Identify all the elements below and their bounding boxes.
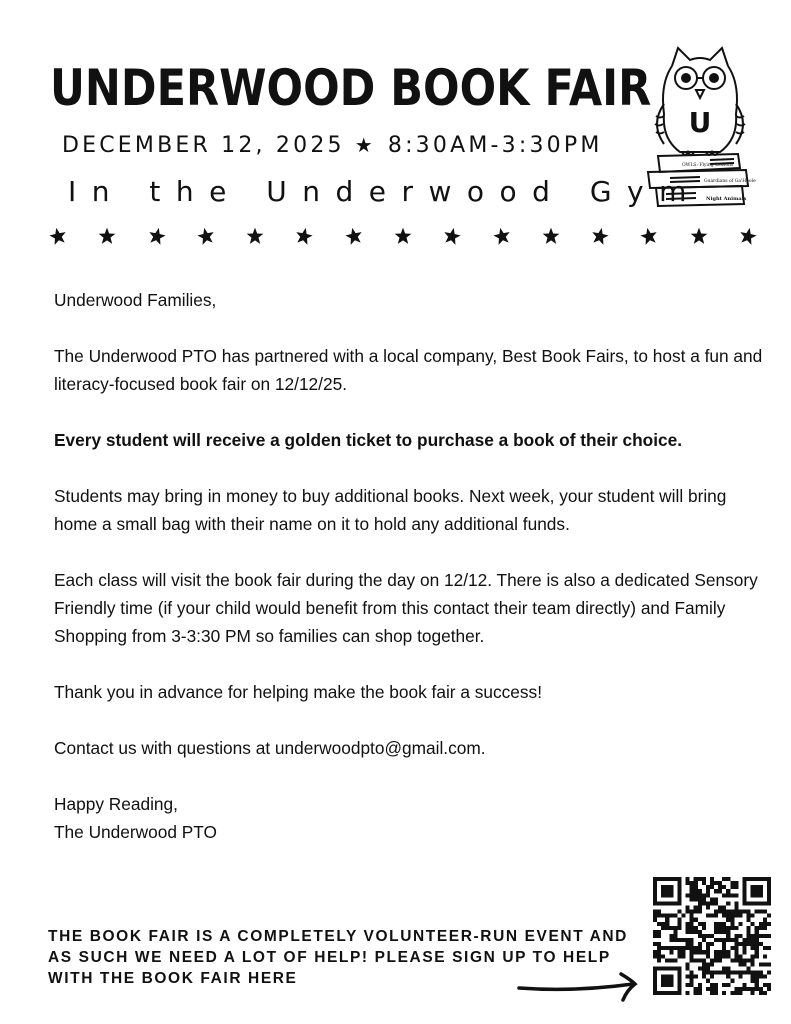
star-icon bbox=[541, 226, 561, 246]
paragraph-schedule: Each class will visit the book fair during the day on 12/12. There is also a dedicated Sensory Friendly time (if your child would benefit from this contact their team directly) and Family Shopping from 3-3:30 PM so families can shop together. bbox=[54, 570, 758, 646]
star-icon: ★ bbox=[354, 133, 376, 157]
decorative-stars-row bbox=[48, 226, 758, 246]
letter-body bbox=[54, 286, 764, 846]
paragraph-thanks: Thank you in advance for helping make the book fair a success! bbox=[54, 682, 542, 702]
svg-text:Guardians of Ga'Hoole: Guardians of Ga'Hoole bbox=[704, 179, 756, 184]
star-icon bbox=[689, 226, 709, 246]
date-time-line bbox=[62, 130, 603, 161]
svg-text:Night Animals: Night Animals bbox=[706, 196, 747, 202]
star-icon bbox=[639, 226, 659, 246]
event-time: 8:30AM-3:30PM bbox=[387, 133, 603, 158]
signature: The Underwood PTO bbox=[54, 822, 217, 842]
paragraph-golden-ticket: Every student will receive a golden ticket to purchase a book of their choice. bbox=[54, 430, 683, 450]
star-icon bbox=[48, 226, 68, 246]
event-venue: In the Underwood Gym bbox=[68, 175, 702, 208]
svg-text:OWLS: Flying Lessons: OWLS: Flying Lessons bbox=[682, 163, 734, 168]
star-icon bbox=[344, 226, 364, 246]
event-date: DECEMBER 12, 2025 bbox=[62, 133, 345, 158]
curved-arrow-right-icon bbox=[515, 970, 645, 1006]
owl-on-books-logo bbox=[640, 44, 760, 214]
paragraph-contact: Contact us with questions at underwoodpto@gmail.com. bbox=[54, 738, 486, 758]
star-icon bbox=[738, 226, 758, 246]
logo-letter: U bbox=[688, 106, 712, 139]
qr-code-icon[interactable] bbox=[653, 877, 771, 995]
paragraph-money: Students may bring in money to buy additional books. Next week, your student will bring home a small bag with their name on it to hold any additional funds. bbox=[54, 486, 727, 534]
star-icon bbox=[294, 226, 314, 246]
closing: Happy Reading, bbox=[54, 794, 178, 814]
paragraph-partnership: The Underwood PTO has partnered with a local company, Best Book Fairs, to host a fun and literacy-focused book fair on 12/12/25. bbox=[54, 346, 763, 394]
star-icon bbox=[97, 226, 117, 246]
star-icon bbox=[147, 226, 167, 246]
star-icon bbox=[196, 226, 216, 246]
star-icon bbox=[393, 226, 413, 246]
flyer-title: UNDERWOOD BOOK FAIR bbox=[50, 59, 652, 117]
star-icon bbox=[442, 226, 462, 246]
star-icon bbox=[245, 226, 265, 246]
star-icon bbox=[590, 226, 610, 246]
greeting: Underwood Families, bbox=[54, 290, 217, 310]
volunteer-callout: THE BOOK FAIR IS A COMPLETELY VOLUNTEER-RUN EVENT AND AS SUCH WE NEED A LOT OF HELP! PLEASE SIGN UP TO HELP WITH THE BOOK FAIR HERE bbox=[48, 928, 628, 987]
star-icon bbox=[492, 226, 512, 246]
